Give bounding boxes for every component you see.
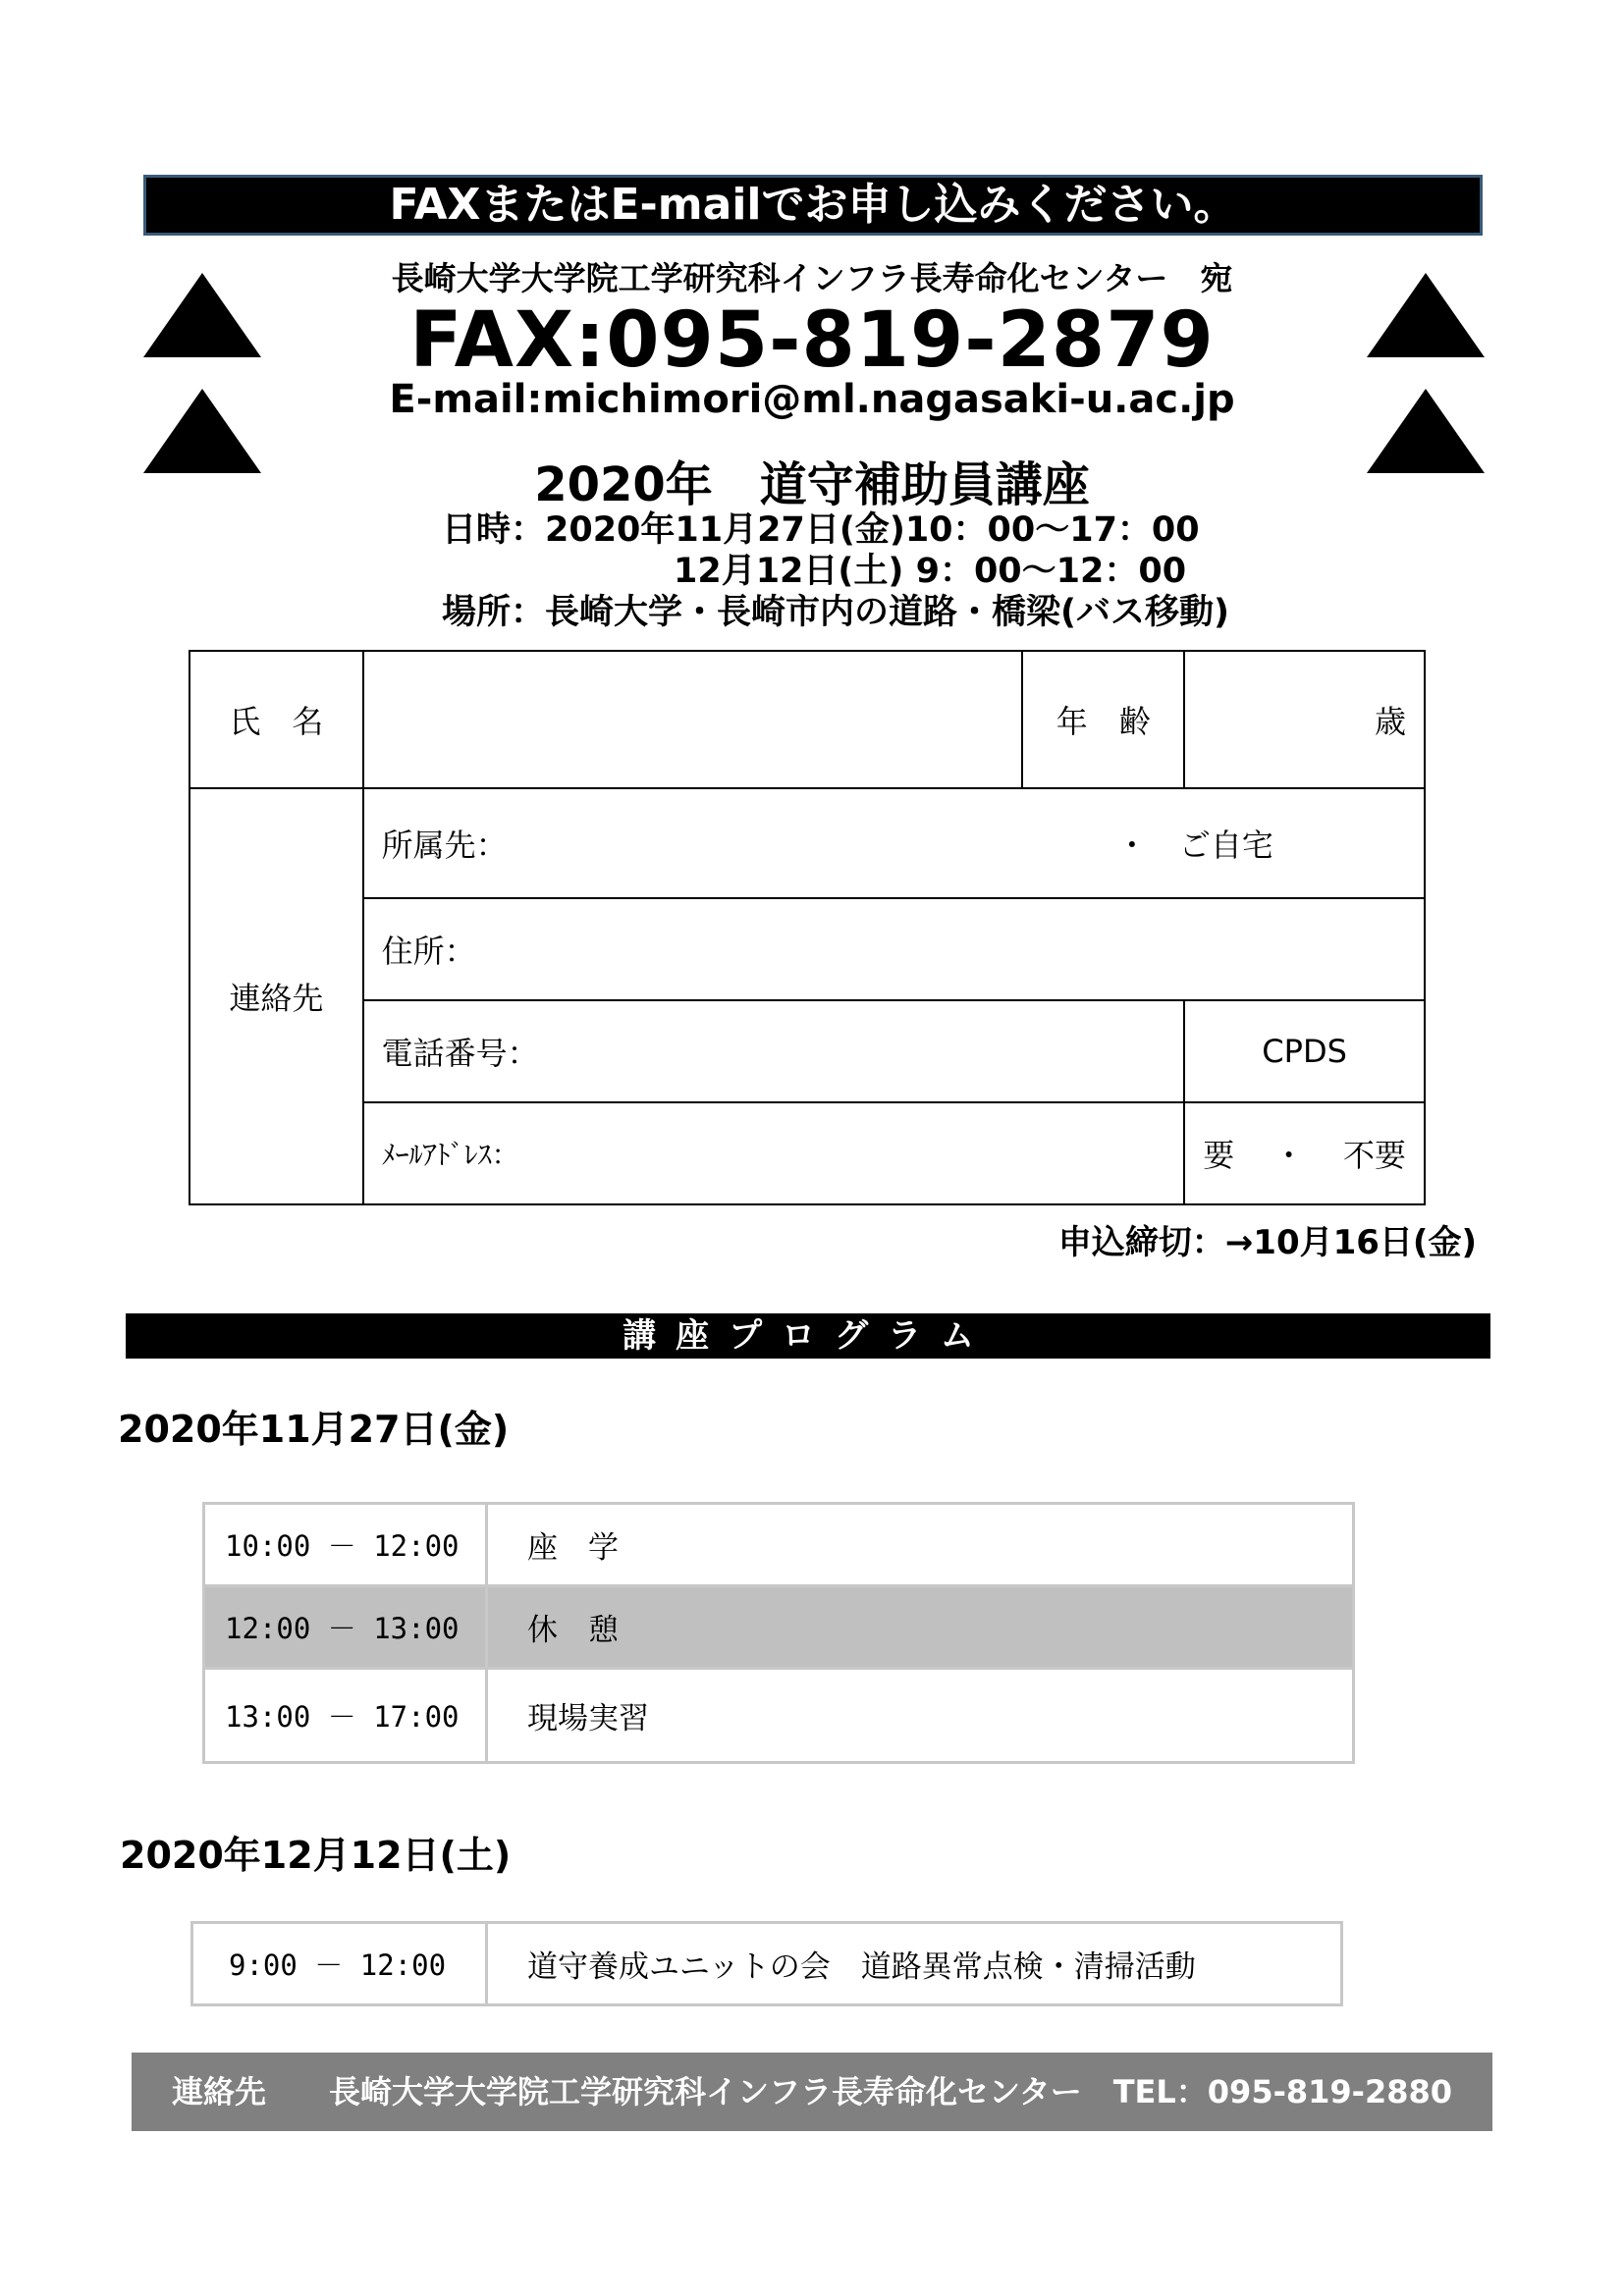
- venue: 場所：長崎大学・長崎市内の道路・橋梁(バス移動): [442, 593, 1229, 632]
- contact-label: 連絡先: [189, 788, 363, 1204]
- schedule-row: [204, 1504, 1354, 1586]
- schedule-time: 9:00 － 12:00: [192, 1923, 487, 2005]
- schedule-item: 座 学: [487, 1504, 1354, 1586]
- address-field[interactable]: [363, 898, 1425, 1000]
- day1-heading: 2020年11月27日(金): [118, 1408, 510, 1451]
- schedule-time: 13:00 － 17:00: [204, 1669, 487, 1763]
- age-field[interactable]: [1184, 651, 1425, 788]
- age-label: 年 齢: [1022, 651, 1184, 788]
- submission-banner: FAXまたはE-mailでお申し込みください。: [143, 175, 1483, 236]
- fax-number: FAX:095-819-2879: [409, 296, 1215, 385]
- name-label: 氏 名: [189, 651, 363, 788]
- schedule-item: 休 憩: [487, 1586, 1354, 1669]
- recipient-address: 長崎大学大学院工学研究科インフラ長寿命化センター 宛: [391, 259, 1233, 297]
- schedule-row: [192, 1923, 1342, 2005]
- phone-field[interactable]: [363, 1000, 1185, 1102]
- address-label: 住所：: [381, 933, 476, 970]
- application-form: [189, 650, 1426, 1205]
- day1-schedule: [202, 1502, 1355, 1764]
- schedule-row: [204, 1669, 1354, 1763]
- schedule-item: 現場実習: [487, 1669, 1354, 1763]
- email-field[interactable]: [363, 1102, 1185, 1204]
- schedule-time: 10:00 － 12:00: [204, 1504, 487, 1586]
- phone-label: 電話番号：: [381, 1035, 539, 1072]
- cpds-label: CPDS: [1184, 1000, 1425, 1102]
- cpds-not-required-option[interactable]: 不要: [1342, 1137, 1406, 1174]
- cpds-separator: ・: [1272, 1137, 1305, 1174]
- day2-heading: 2020年12月12日(土): [120, 1834, 512, 1877]
- datetime-line-1: 日時：2020年11月27日(金)10：00～17：00: [442, 510, 1200, 550]
- deadline: 申込締切：→10月16日(金): [1057, 1223, 1477, 1262]
- contact-footer: 連絡先 長崎大学大学院工学研究科インフラ長寿命化センター TEL：095-819-2880: [132, 2053, 1492, 2131]
- email-address[interactable]: E-mail:michimori@ml.nagasaki-u.ac.jp: [389, 377, 1235, 422]
- datetime-line-2: 12月12日(土) 9：00～12：00: [674, 552, 1187, 591]
- affiliation-field[interactable]: [363, 788, 1425, 898]
- schedule-item: 道守養成ユニットの会 道路異常点検・清掃活動: [487, 1923, 1342, 2005]
- cpds-required-option[interactable]: 要: [1203, 1137, 1235, 1174]
- email-label: ﾒｰﾙｱﾄﾞﾚｽ：: [381, 1139, 519, 1171]
- affiliation-label: 所属先：: [381, 827, 508, 864]
- age-unit: 歳: [1374, 703, 1406, 740]
- course-title: 2020年 道守補助員講座: [534, 457, 1090, 512]
- name-field[interactable]: [363, 651, 1023, 788]
- program-header: 講座プログラム: [126, 1313, 1490, 1359]
- day2-schedule: [190, 1921, 1343, 2006]
- schedule-row: [204, 1586, 1354, 1669]
- cpds-choice[interactable]: [1184, 1102, 1425, 1204]
- home-option[interactable]: ・ ご自宅: [1115, 827, 1273, 864]
- schedule-time: 12:00 － 13:00: [204, 1586, 487, 1669]
